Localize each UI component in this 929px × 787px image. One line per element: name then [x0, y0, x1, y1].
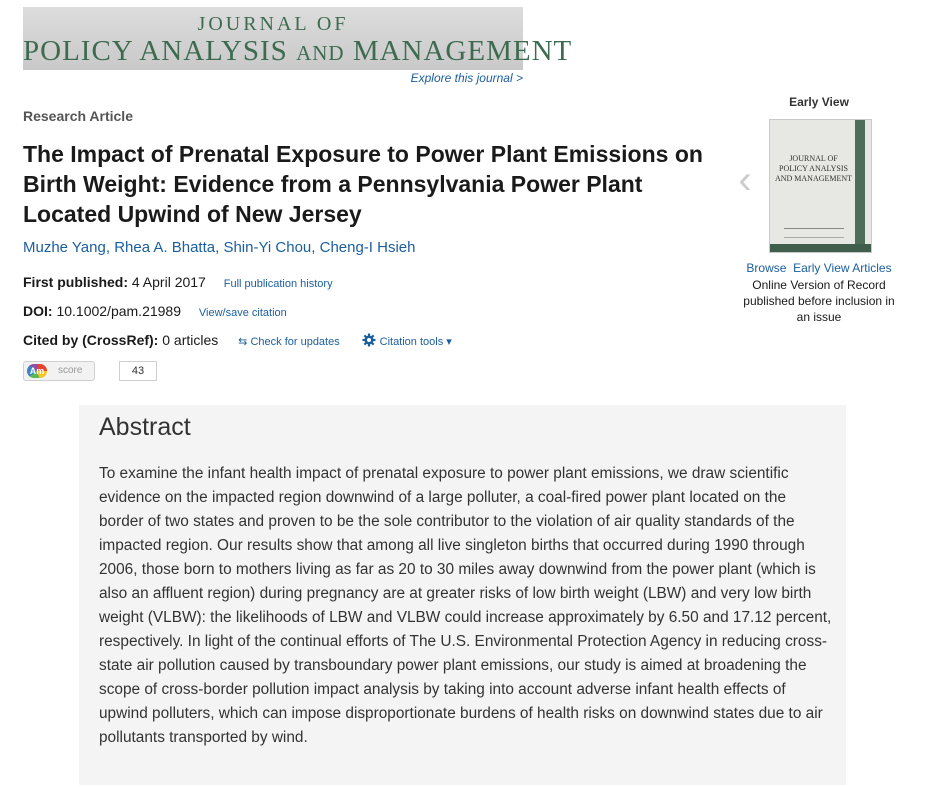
cover-title: JOURNAL OF POLICY ANALYSIS AND MANAGEMENT	[774, 154, 853, 183]
cover-bottom-band	[770, 244, 871, 252]
altmetric-score-label: score	[58, 365, 83, 376]
author-link[interactable]: Rhea A. Bhatta	[114, 239, 216, 256]
abstract-heading: Abstract	[99, 413, 191, 441]
journal-name-part-a: POLICY ANALYSIS	[23, 35, 288, 67]
cited-by-value[interactable]: 0 articles	[162, 332, 219, 348]
check-updates-label: Check for updates	[250, 336, 340, 348]
first-published-value: 4 April 2017	[131, 274, 206, 290]
journal-cover-image[interactable]	[769, 119, 872, 253]
cover-decoration	[784, 228, 844, 238]
cited-by-row	[23, 332, 452, 348]
abstract-section	[79, 405, 846, 785]
browse-label: Browse	[746, 261, 787, 275]
journal-name-line1: JOURNAL OF	[197, 13, 349, 35]
author-link[interactable]: Cheng-I Hsieh	[319, 239, 416, 256]
gear-icon	[362, 333, 376, 347]
doi-row	[23, 303, 287, 319]
author-list: Muzhe Yang, Rhea A. Bhatta, Shin-Yi Chou, Cheng-I Hsieh	[23, 239, 416, 256]
cited-by-label: Cited by (CrossRef):	[23, 332, 159, 348]
doi-label: DOI:	[23, 303, 53, 319]
article-type: Research Article	[23, 108, 133, 124]
citation-tools-button[interactable]	[362, 336, 452, 348]
doi-value[interactable]: 10.1002/pam.21989	[56, 303, 182, 319]
early-view-sidebar	[735, 95, 903, 324]
altmetric-donut-icon: Am	[27, 364, 47, 378]
altmetric-score-value: 43	[119, 361, 157, 381]
author-link[interactable]: Shin-Yi Chou	[223, 239, 312, 256]
altmetric-badge[interactable]	[23, 361, 95, 381]
journal-banner[interactable]	[23, 7, 573, 70]
browse-early-view-link[interactable]	[735, 261, 903, 275]
early-view-articles-label: Early View Articles	[793, 261, 892, 275]
chevron-left-icon[interactable]: ‹	[738, 158, 752, 202]
abstract-text: To examine the infant health impact of prenatal exposure to power plant emissions, we draw scientific evidence on the impacted region downwind of a large polluter, a coal-fired power plant located on the border of two states and proven to be the sole contributor to the violation of air quality standards of the impacted region. Our results show that among all live singleton births that occurred during 1990 through 2006, those born to mothers living as far as 20 to 30 miles away downwind from the power plant (which is also an affluent region) during pregnancy are at greater risks of low birth weight (LBW) and very low birth weight (VLBW): the likelihoods of LBW and VLBW could increase approximately by 6.50 and 17.12 percent, respectively. In light of the continual efforts of The U.S. Environmental Protection Agency in reducing cross-state air pollution caused by transboundary power plant emissions, our study is aimed at broadening the scope of cross-border pollution impact analysis by taking into account adverse infant health effects of upwind polluters, which can impose disproportionate burdens of health risks on downwind states due to air pollutants transported by wind.	[99, 465, 832, 746]
citation-tools-label: Citation tools	[379, 336, 444, 348]
caret-down-icon: ▾	[446, 336, 452, 348]
early-view-heading: Early View	[789, 95, 849, 109]
refresh-icon: ⇆	[238, 336, 248, 348]
cover-spine	[855, 120, 865, 252]
journal-name-and: AND	[296, 41, 345, 65]
first-published-row	[23, 274, 333, 290]
full-history-link[interactable]: Full publication history	[223, 278, 333, 290]
author-link[interactable]: Muzhe Yang	[23, 239, 106, 256]
first-published-label: First published:	[23, 274, 128, 290]
article-title: The Impact of Prenatal Exposure to Power Plant Emissions on Birth Weight: Evidence from a Pennsylvania Power Plant Located Upwind of New Jersey	[23, 141, 703, 227]
early-view-description: Online Version of Record published before inclusion in an issue	[743, 278, 895, 324]
explore-journal-link[interactable]: Explore this journal >	[410, 71, 523, 85]
journal-name-line2	[23, 35, 573, 68]
view-save-citation-link[interactable]: View/save citation	[198, 307, 287, 319]
check-updates-button[interactable]	[238, 336, 340, 348]
journal-name-part-b: MANAGEMENT	[352, 35, 573, 67]
